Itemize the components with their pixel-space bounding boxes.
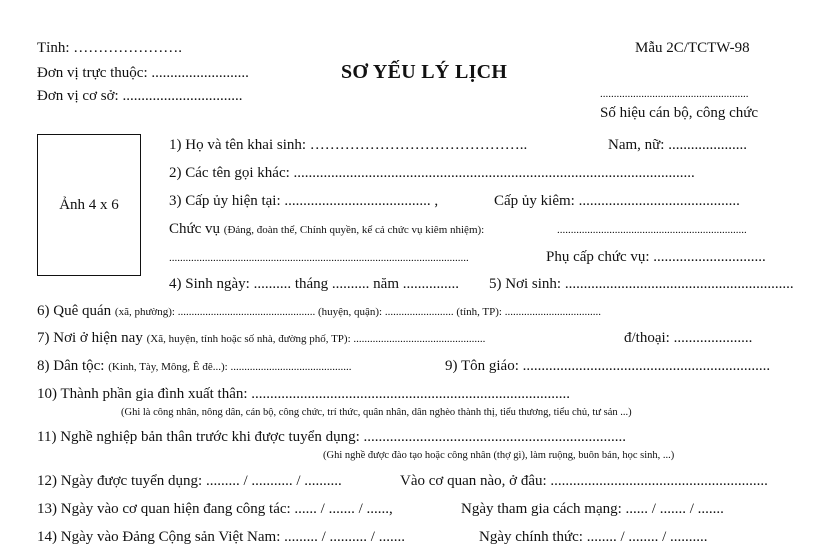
chuc-vu-label: Chức vụ [169, 221, 221, 237]
field-cap-uy-kiem: Cấp ủy kiêm: ........................................... [494, 193, 740, 209]
field-nghe-nghiep: 11) Nghề nghiệp bản thân trước khi được tuyển dụng: ...................................................................... [37, 429, 626, 445]
dan-toc-label: 8) Dân tộc: [37, 358, 105, 374]
field-thanh-phan-gia-dinh: 10) Thành phần gia đình xuất thân: ..................................................................................... [37, 386, 571, 402]
field-dan-toc [37, 359, 351, 374]
field-ngay-tham-gia-cach-mang: Ngày tham gia cách mạng: ...... / ....... / ....... [461, 501, 724, 517]
que-quan-rest: (xã, phường): .................................................. (huyện, quận): ......................... (tỉnh, TP): ................................... [114, 306, 601, 318]
field-chuc-vu [169, 222, 484, 237]
nghe-nghiep-note: (Ghi nghề được đào tạo hoặc công nhân (thợ gì), làm ruộng, buôn bán, học sinh, ...) [323, 450, 675, 461]
noi-o-label: 7) Nơi ở hiện nay [37, 330, 143, 346]
field-noi-o [37, 331, 485, 346]
field-ngay-chinh-thuc: Ngày chính thức: ........ / ........ / .......... [479, 529, 708, 545]
field-cap-uy-hien-tai: 3) Cấp ủy hiện tại: ....................................... , [169, 193, 439, 209]
field-ho-ten: 1) Họ và tên khai sinh: …………………………………….. [169, 137, 528, 153]
noi-o-rest: (Xã, huyện, tỉnh hoặc số nhà, đường phố, TP): ................................................ [146, 333, 486, 345]
page-title: SƠ YẾU LÝ LỊCH [341, 61, 508, 83]
thanh-phan-note: (Ghi là công nhân, nông dân, cán bộ, công chức, trí thức, quân nhân, dân nghèo thành thị, tiểu thương, tiểu chủ, tư sản ...) [121, 407, 632, 418]
field-noi-sinh: 5) Nơi sinh: ............................................................. [489, 276, 794, 292]
dan-toc-rest: (Kinh, Tày, Mông, Ê đê...): ............................................ [108, 361, 352, 373]
field-ten-goi-khac: 2) Các tên gọi khác: ........................................................................................................... [169, 165, 695, 181]
tinh-field: Tỉnh: …………………. [37, 40, 182, 56]
chuc-vu-line-2: ............................................................................................................. [169, 252, 469, 264]
don-vi-truc-thuoc-field: Đơn vị trực thuộc: .......................... [37, 65, 249, 81]
form-code: Mẫu 2C/TCTW-98 [635, 40, 750, 56]
field-ngay-vao-dang: 14) Ngày vào Đảng Cộng sản Việt Nam: ......... / .......... / ....... [37, 529, 405, 545]
photo-label: Ảnh 4 x 6 [59, 196, 119, 213]
photo-box [37, 134, 141, 276]
chuc-vu-dots: ..................................................................... [557, 224, 747, 236]
que-quan-label: 6) Quê quán [37, 303, 112, 319]
field-ngay-sinh: 4) Sinh ngày: .......... tháng .......... năm ............... [169, 276, 459, 292]
so-hieu-label: Số hiệu cán bộ, công chức [600, 105, 759, 121]
field-phu-cap: Phụ cấp chức vụ: .............................. [546, 249, 766, 265]
field-co-quan-tuyen-dung: Vào cơ quan nào, ở đâu: .......................................................... [400, 473, 768, 489]
field-ton-giao: 9) Tôn giáo: .................................................................. [445, 358, 771, 374]
field-gioi-tinh: Nam, nữ: ..................... [608, 137, 747, 153]
chuc-vu-note: (Đảng, đoàn thể, Chính quyền, kể cả chức vụ kiêm nhiệm): [223, 224, 485, 236]
field-ngay-tuyen-dung: 12) Ngày được tuyển dụng: ......... / ........... / .......... [37, 473, 342, 489]
so-hieu-dots: ...................................................... [600, 88, 749, 100]
field-ngay-vao-co-quan: 13) Ngày vào cơ quan hiện đang công tác: ...... / ....... / ......, [37, 501, 393, 517]
don-vi-co-so-field: Đơn vị cơ sở: ................................ [37, 88, 243, 104]
field-dien-thoai: đ/thoại: ..................... [624, 330, 753, 346]
field-que-quan [37, 304, 601, 319]
